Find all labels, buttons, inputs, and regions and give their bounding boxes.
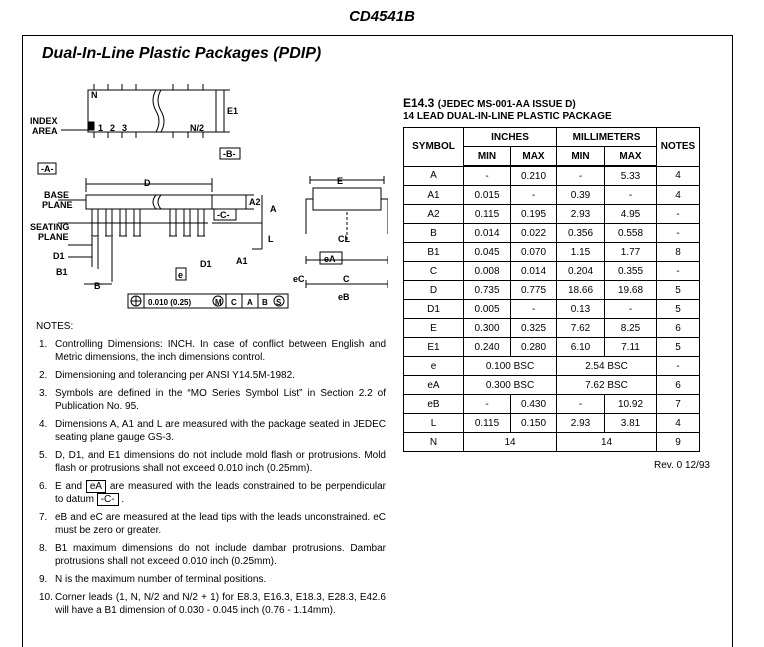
table-cell-in-min: 0.300: [464, 319, 511, 338]
tolerance-b: B: [262, 298, 268, 307]
table-cell-in-min: -: [464, 166, 511, 186]
label-n-half: N/2: [190, 123, 205, 133]
note-text: eB and eC are measured at the lead tips with the leads unconstrained. eC must be zero or greater.: [55, 512, 386, 536]
table-row: [404, 262, 700, 281]
tolerance-value: 0.010 (0.25): [148, 298, 192, 307]
note-number: 9.: [39, 574, 48, 585]
table-id-suffix: (JEDEC MS-001-AA ISSUE D): [437, 99, 576, 110]
label-datum-c: -C-: [217, 210, 230, 220]
note-number: 6.: [39, 481, 48, 492]
table-cell-mm-max: 5.33: [605, 166, 657, 186]
table-row: [404, 166, 700, 186]
label-seating-plane: SEATING: [30, 222, 70, 232]
tolerance-m: M: [215, 298, 222, 307]
note-number: 2.: [39, 370, 48, 381]
label-b: B: [94, 281, 101, 291]
label-d1: D1: [53, 251, 65, 261]
table-cell-symbol: E: [404, 319, 464, 338]
table-row: [404, 414, 700, 433]
notes-title: NOTES:: [36, 321, 74, 332]
note-item: [36, 591, 386, 617]
label-eb: eB: [338, 292, 350, 302]
table-cell-mm-max: 3.81: [605, 414, 657, 433]
table-cell-notes: 4: [657, 166, 700, 186]
revision: Rev. 0 12/93: [654, 460, 710, 471]
table-row: [404, 338, 700, 357]
label-a: A: [270, 204, 277, 214]
table-cell-mm-min: 18.66: [557, 281, 605, 300]
table-cell-in-max: 0.070: [511, 243, 557, 262]
note-item: [36, 480, 386, 506]
table-cell-in-max: 0.280: [511, 338, 557, 357]
note-text: D, D1, and E1 dimensions do not include mold flash or protrusions. Mold flash or protrusions shall not exceed 0.010 inch (0.25mm).: [55, 450, 386, 474]
table-cell-mm-max: 8.25: [605, 319, 657, 338]
note-text-part: .: [121, 494, 125, 505]
table-row: [404, 319, 700, 338]
table-cell-notes: 5: [657, 338, 700, 357]
table-cell-in-max: 0.430: [511, 395, 557, 414]
label-d1-right: D1: [200, 259, 212, 269]
table-cell-in-min: 0.008: [464, 262, 511, 281]
table-cell-mm-max: -: [605, 300, 657, 319]
table-cell-symbol: e: [404, 357, 464, 376]
label-e-small: e: [178, 270, 184, 280]
note-number: 10.: [39, 592, 53, 603]
table-cell-in-min: 0.015: [464, 186, 511, 205]
table-cell-in-span: 0.300 BSC: [464, 376, 557, 395]
header-notes: NOTES: [657, 128, 700, 167]
table-cell-symbol: eB: [404, 395, 464, 414]
note-number: 3.: [39, 388, 48, 399]
label-ea: eA: [324, 254, 336, 264]
table-cell-mm-min: 0.39: [557, 186, 605, 205]
label-index-area: INDEX: [30, 116, 58, 126]
table-cell-notes: -: [657, 224, 700, 243]
table-cell-symbol: B1: [404, 243, 464, 262]
table-cell-mm-max: 0.558: [605, 224, 657, 243]
table-row: [404, 281, 700, 300]
note-item: [36, 573, 386, 586]
note-number: 5.: [39, 450, 48, 461]
page-header: CD4541B: [349, 8, 415, 25]
table-cell-mm-max: 1.77: [605, 243, 657, 262]
table-cell-in-max: -: [511, 300, 557, 319]
table-cell-in-max: 0.325: [511, 319, 557, 338]
table-cell-notes: 9: [657, 433, 700, 452]
table-cell-notes: 5: [657, 281, 700, 300]
dimension-table: [403, 127, 700, 452]
package-drawing: [28, 72, 388, 317]
tolerance-a: A: [247, 298, 253, 307]
note-text: [55, 481, 386, 505]
note-item: [36, 338, 386, 364]
table-cell-mm-min: 2.93: [557, 414, 605, 433]
note-text: Symbols are defined in the “MO Series Symbol List” in Section 2.2 of Publication No. 95.: [55, 388, 386, 412]
table-cell-mm-min: 2.93: [557, 205, 605, 224]
label-cl: CL: [338, 234, 350, 244]
table-cell-in-max: 0.014: [511, 262, 557, 281]
table-cell-mm-max: 4.95: [605, 205, 657, 224]
table-row: [404, 395, 700, 414]
table-cell-notes: 4: [657, 186, 700, 205]
notes-section: [36, 320, 386, 622]
label-base-plane-2: PLANE: [42, 200, 73, 210]
table-cell-notes: -: [657, 262, 700, 281]
table-cell-notes: 6: [657, 319, 700, 338]
table-cell-mm-min: -: [557, 395, 605, 414]
note-boxed-symbol: eA: [86, 480, 106, 493]
note-item: [36, 511, 386, 537]
table-row: [404, 300, 700, 319]
table-cell-in-span: 0.100 BSC: [464, 357, 557, 376]
note-number: 1.: [39, 339, 48, 350]
table-cell-mm-max: 19.68: [605, 281, 657, 300]
label-base-plane: BASE: [44, 190, 70, 200]
label-b1: B1: [56, 267, 68, 277]
table-cell-mm-min: 7.62: [557, 319, 605, 338]
note-text-part: are measured with the leads constrained to be perpendicular to datum: [55, 481, 387, 505]
table-row: [404, 205, 700, 224]
label-n: N: [91, 90, 98, 100]
table-cell-symbol: L: [404, 414, 464, 433]
table-cell-in-span: 14: [464, 433, 557, 452]
header-millimeters: MILLIMETERS: [557, 128, 657, 147]
label-datum-b: -B-: [223, 149, 236, 159]
dimension-table-body: [404, 166, 700, 452]
table-cell-in-max: -: [511, 186, 557, 205]
table-cell-notes: 8: [657, 243, 700, 262]
table-heading: [403, 96, 612, 122]
table-cell-mm-span: 2.54 BSC: [557, 357, 657, 376]
label-ec: eC: [293, 274, 305, 284]
label-index-area-2: AREA: [32, 126, 58, 136]
note-boxed-symbol: -C-: [97, 493, 119, 506]
table-cell-in-max: 0.022: [511, 224, 557, 243]
table-cell-mm-min: 0.356: [557, 224, 605, 243]
table-cell-in-max: 0.775: [511, 281, 557, 300]
table-row: [404, 357, 700, 376]
table-cell-in-max: 0.150: [511, 414, 557, 433]
header-inches: INCHES: [464, 128, 557, 147]
table-id: E14.3: [403, 96, 435, 110]
note-item: [36, 449, 386, 475]
tolerance-s: S: [276, 298, 282, 307]
label-pin1: 1: [98, 123, 104, 133]
note-text: Controlling Dimensions: INCH. In case of conflict between English and Metric dimensions, the inch dimensions control.: [55, 339, 386, 363]
label-c: C: [343, 274, 350, 284]
note-text-part: E and: [55, 481, 83, 492]
label-e: E: [337, 176, 344, 186]
table-cell-symbol: A2: [404, 205, 464, 224]
table-cell-notes: -: [657, 357, 700, 376]
table-cell-mm-span: 14: [557, 433, 657, 452]
table-cell-notes: 6: [657, 376, 700, 395]
table-cell-mm-max: 10.92: [605, 395, 657, 414]
note-text: B1 maximum dimensions do not include dambar protrusions. Dambar protrusions shall not exceed 0.010 inch (0.25mm).: [55, 543, 386, 567]
table-cell-symbol: D: [404, 281, 464, 300]
header-in-min: MIN: [464, 147, 511, 167]
table-cell-in-max: 0.210: [511, 166, 557, 186]
header-mm-max: MAX: [605, 147, 657, 167]
table-cell-mm-max: 0.355: [605, 262, 657, 281]
label-a2: A2: [249, 197, 261, 207]
table-cell-mm-min: 1.15: [557, 243, 605, 262]
table-cell-in-min: 0.005: [464, 300, 511, 319]
header-mm-min: MIN: [557, 147, 605, 167]
table-cell-mm-max: 7.11: [605, 338, 657, 357]
label-datum-a: -A-: [41, 164, 54, 174]
label-pin3: 3: [122, 123, 128, 133]
notes-list: [36, 338, 386, 617]
section-title: Dual-In-Line Plastic Packages (PDIP): [42, 45, 322, 62]
table-cell-symbol: N: [404, 433, 464, 452]
table-cell-mm-span: 7.62 BSC: [557, 376, 657, 395]
table-cell-in-min: 0.115: [464, 205, 511, 224]
table-cell-mm-min: -: [557, 166, 605, 186]
table-cell-in-min: 0.014: [464, 224, 511, 243]
note-item: [36, 418, 386, 444]
table-cell-symbol: A: [404, 166, 464, 186]
note-number: 4.: [39, 419, 48, 430]
label-e1: E1: [227, 106, 239, 116]
table-cell-symbol: E1: [404, 338, 464, 357]
note-item: [36, 387, 386, 413]
note-text: Dimensions A, A1 and L are measured with the package seated in JEDEC seating plane gauge GS-3.: [55, 419, 386, 443]
header-symbol: SYMBOL: [404, 128, 464, 167]
table-cell-mm-min: 6.10: [557, 338, 605, 357]
label-l: L: [268, 234, 274, 244]
table-cell-in-min: 0.240: [464, 338, 511, 357]
table-cell-notes: 5: [657, 300, 700, 319]
table-cell-symbol: eA: [404, 376, 464, 395]
note-number: 7.: [39, 512, 48, 523]
table-description: 14 LEAD DUAL-IN-LINE PLASTIC PACKAGE: [403, 111, 612, 122]
table-cell-mm-min: 0.204: [557, 262, 605, 281]
table-cell-notes: 4: [657, 414, 700, 433]
tolerance-c: C: [231, 298, 237, 307]
table-row: [404, 433, 700, 452]
note-text: Corner leads (1, N, N/2 and N/2 + 1) for E8.3, E16.3, E18.3, E28.3, E42.6 will have a B1 dimension of 0.030 - 0.045 inch (0.76 - 1.14mm).: [55, 592, 386, 616]
table-cell-notes: 7: [657, 395, 700, 414]
table-cell-in-min: -: [464, 395, 511, 414]
table-cell-in-min: 0.115: [464, 414, 511, 433]
header-in-max: MAX: [511, 147, 557, 167]
table-cell-symbol: B: [404, 224, 464, 243]
table-cell-in-max: 0.195: [511, 205, 557, 224]
table-row: [404, 224, 700, 243]
table-cell-symbol: D1: [404, 300, 464, 319]
note-item: [36, 369, 386, 382]
note-text: Dimensioning and tolerancing per ANSI Y14.5M-1982.: [55, 370, 295, 381]
label-d: D: [144, 178, 151, 188]
note-text: N is the maximum number of terminal positions.: [55, 574, 267, 585]
label-seating-plane-2: PLANE: [38, 232, 69, 242]
table-row: [404, 243, 700, 262]
label-pin2: 2: [110, 123, 116, 133]
table-cell-mm-min: 0.13: [557, 300, 605, 319]
table-cell-notes: -: [657, 205, 700, 224]
table-cell-symbol: C: [404, 262, 464, 281]
table-cell-symbol: A1: [404, 186, 464, 205]
table-cell-in-min: 0.735: [464, 281, 511, 300]
table-row: [404, 186, 700, 205]
table-cell-mm-max: -: [605, 186, 657, 205]
label-a1: A1: [236, 256, 248, 266]
note-number: 8.: [39, 543, 48, 554]
table-row: [404, 376, 700, 395]
table-cell-in-min: 0.045: [464, 243, 511, 262]
note-item: [36, 542, 386, 568]
